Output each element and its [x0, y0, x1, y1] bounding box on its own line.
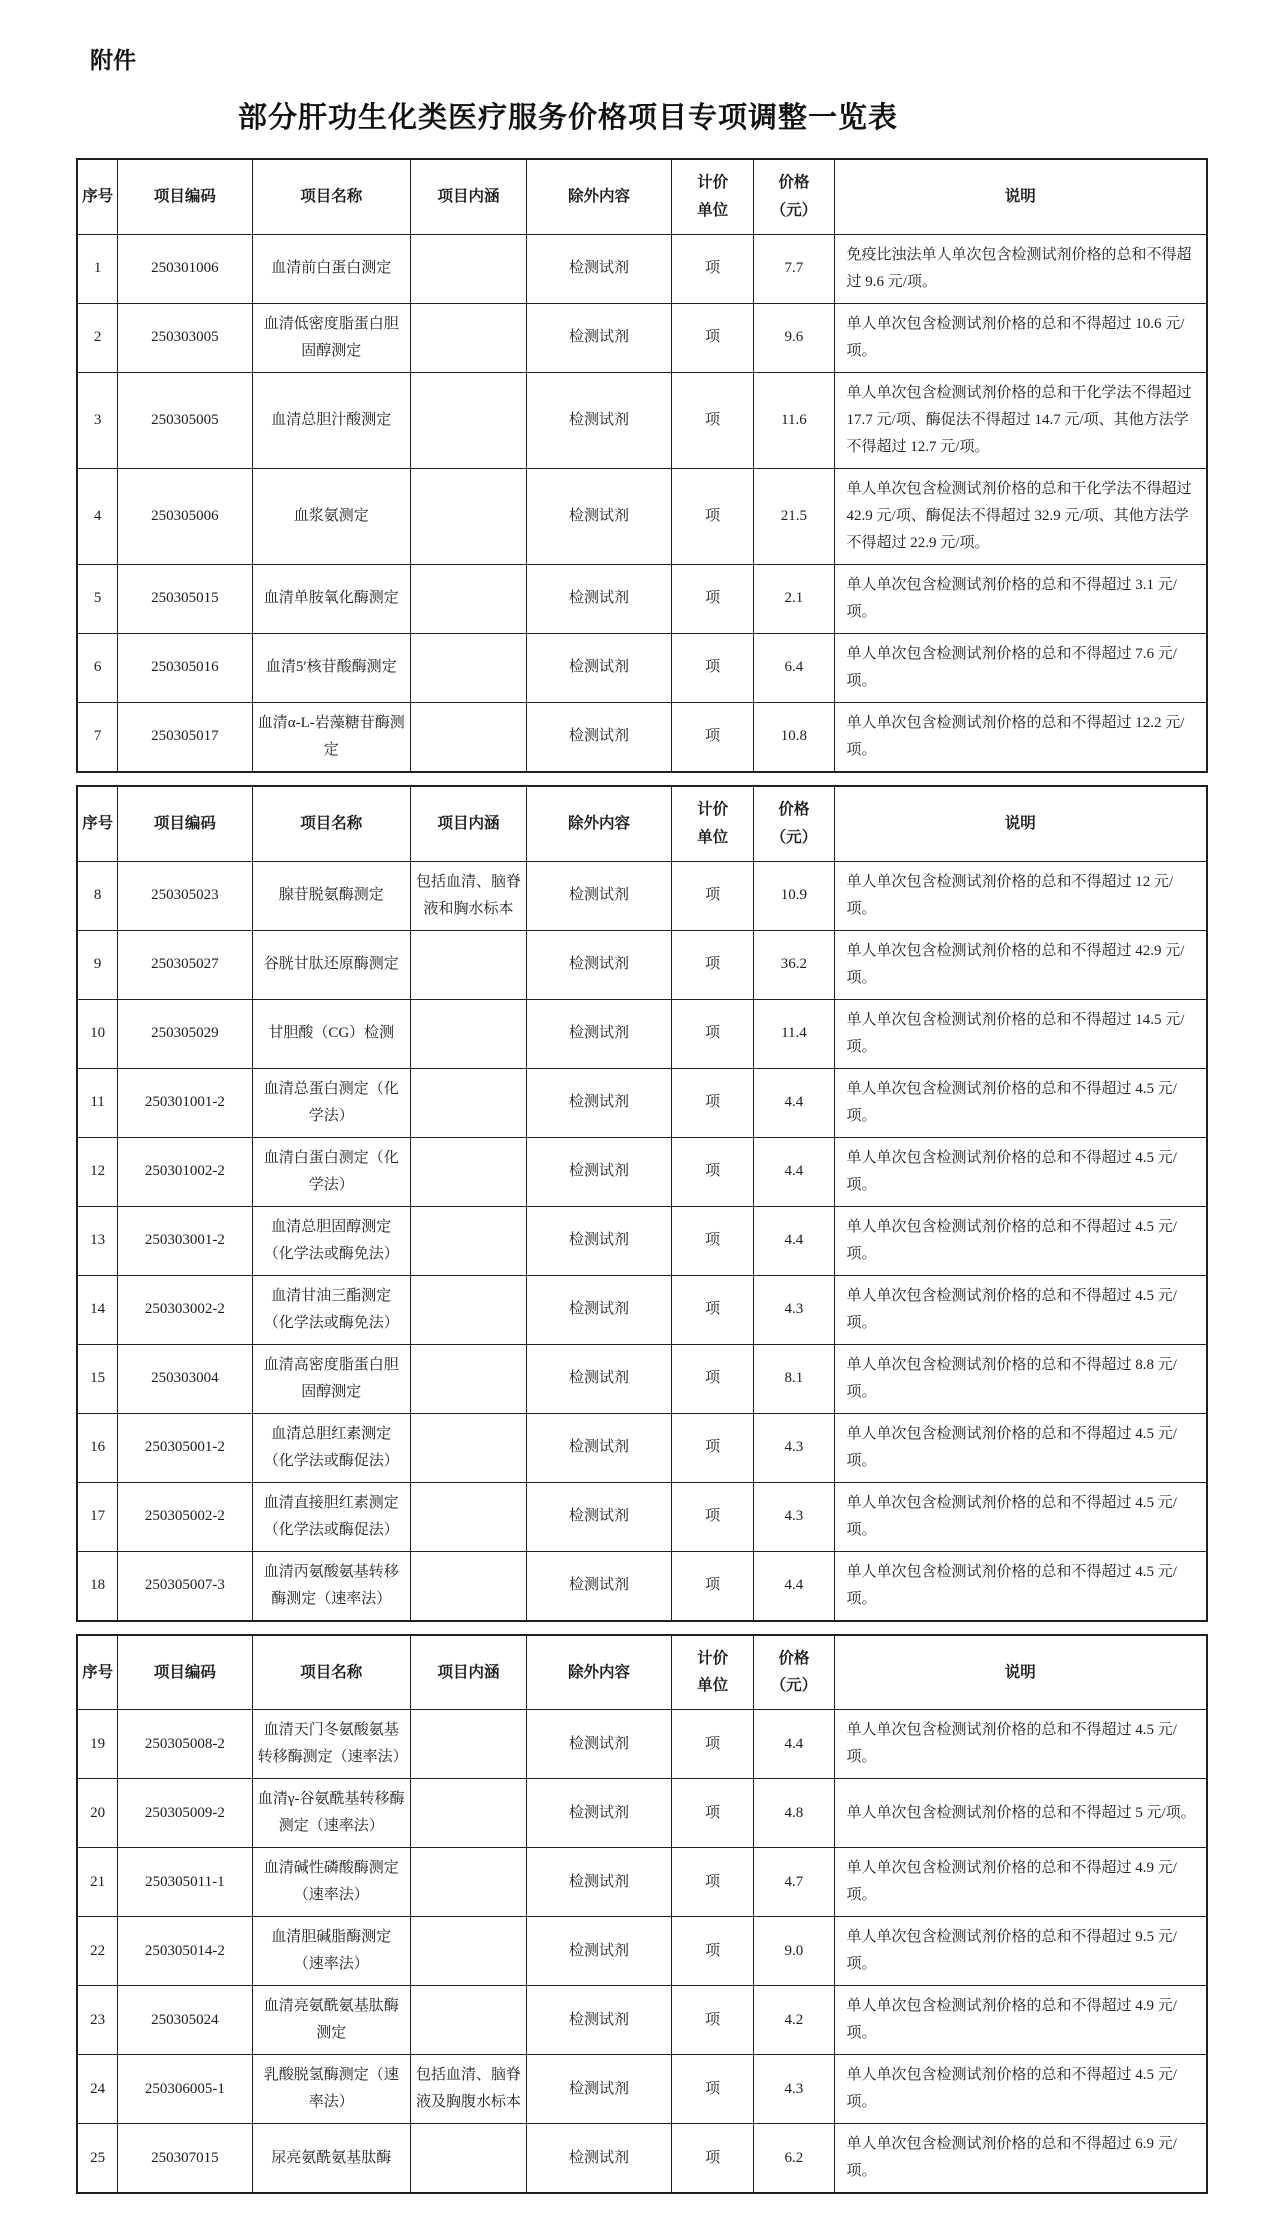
header-index: 序号	[77, 159, 118, 234]
cell-unit: 项	[671, 999, 753, 1068]
cell-price: 4.4	[754, 1710, 834, 1779]
header-code: 项目编码	[118, 786, 252, 861]
cell-exclusion: 检测试剂	[527, 1986, 672, 2055]
cell-code: 250303002-2	[118, 1275, 252, 1344]
cell-price: 4.7	[754, 1848, 834, 1917]
cell-content	[410, 372, 526, 468]
cell-unit: 项	[671, 1275, 753, 1344]
cell-note: 单人单次包含检测试剂价格的总和不得超过 42.9 元/项。	[834, 930, 1207, 999]
cell-exclusion: 检测试剂	[527, 1482, 672, 1551]
cell-content	[410, 1413, 526, 1482]
header-name: 项目名称	[252, 786, 410, 861]
cell-code: 250305007-3	[118, 1551, 252, 1621]
cell-code: 250305017	[118, 702, 252, 772]
cell-price: 21.5	[754, 468, 834, 564]
cell-content	[410, 1551, 526, 1621]
cell-name: 血清白蛋白测定（化学法）	[252, 1137, 410, 1206]
cell-unit: 项	[671, 1779, 753, 1848]
cell-name: 血清低密度脂蛋白胆固醇测定	[252, 303, 410, 372]
cell-content	[410, 303, 526, 372]
cell-code: 250303001-2	[118, 1206, 252, 1275]
cell-index: 10	[77, 999, 118, 1068]
header-exclusion: 除外内容	[527, 786, 672, 861]
cell-price: 10.9	[754, 861, 834, 930]
cell-price: 8.1	[754, 1344, 834, 1413]
cell-unit: 项	[671, 564, 753, 633]
cell-price: 2.1	[754, 564, 834, 633]
cell-exclusion: 检测试剂	[527, 999, 672, 1068]
table-row	[77, 372, 1207, 468]
cell-index: 6	[77, 633, 118, 702]
cell-name: 血清丙氨酸氨基转移酶测定（速率法）	[252, 1551, 410, 1621]
cell-name: 腺苷脱氨酶测定	[252, 861, 410, 930]
cell-content	[410, 702, 526, 772]
cell-price: 4.3	[754, 1275, 834, 1344]
cell-index: 11	[77, 1068, 118, 1137]
cell-exclusion: 检测试剂	[527, 702, 672, 772]
cell-code: 250305029	[118, 999, 252, 1068]
cell-index: 23	[77, 1986, 118, 2055]
table-body-2	[77, 861, 1207, 1621]
cell-index: 22	[77, 1917, 118, 1986]
cell-code: 250307015	[118, 2124, 252, 2194]
cell-unit: 项	[671, 1710, 753, 1779]
cell-index: 15	[77, 1344, 118, 1413]
cell-index: 12	[77, 1137, 118, 1206]
cell-note: 单人单次包含检测试剂价格的总和不得超过 12.2 元/项。	[834, 702, 1207, 772]
cell-price: 4.8	[754, 1779, 834, 1848]
header-row	[77, 1635, 1207, 1710]
cell-code: 250305016	[118, 633, 252, 702]
cell-unit: 项	[671, 1344, 753, 1413]
header-price-line1: 价格	[778, 1649, 810, 1667]
cell-content	[410, 1137, 526, 1206]
cell-exclusion: 检测试剂	[527, 1779, 672, 1848]
cell-price: 4.4	[754, 1206, 834, 1275]
header-note: 说明	[834, 786, 1207, 861]
cell-exclusion: 检测试剂	[527, 861, 672, 930]
cell-index: 3	[77, 372, 118, 468]
cell-exclusion: 检测试剂	[527, 468, 672, 564]
cell-name: 血清总胆红素测定（化学法或酶促法）	[252, 1413, 410, 1482]
cell-index: 19	[77, 1710, 118, 1779]
header-note: 说明	[834, 1635, 1207, 1710]
cell-unit: 项	[671, 2055, 753, 2124]
cell-note: 免疫比浊法单人单次包含检测试剂价格的总和不得超过 9.6 元/项。	[834, 234, 1207, 303]
cell-price: 9.0	[754, 1917, 834, 1986]
table-row	[77, 1137, 1207, 1206]
cell-code: 250305024	[118, 1986, 252, 2055]
table-row	[77, 2055, 1207, 2124]
cell-name: 血浆氨测定	[252, 468, 410, 564]
cell-content	[410, 234, 526, 303]
cell-unit: 项	[671, 372, 753, 468]
table-row	[77, 633, 1207, 702]
cell-code: 250305027	[118, 930, 252, 999]
cell-code: 250303005	[118, 303, 252, 372]
cell-note: 单人单次包含检测试剂价格的总和不得超过 14.5 元/项。	[834, 999, 1207, 1068]
cell-name: 血清碱性磷酸酶测定（速率法）	[252, 1848, 410, 1917]
cell-note: 单人单次包含检测试剂价格的总和不得超过 4.5 元/项。	[834, 2055, 1207, 2124]
cell-code: 250305014-2	[118, 1917, 252, 1986]
cell-unit: 项	[671, 1848, 753, 1917]
table-row	[77, 1779, 1207, 1848]
cell-exclusion: 检测试剂	[527, 1710, 672, 1779]
cell-index: 21	[77, 1848, 118, 1917]
cell-unit: 项	[671, 861, 753, 930]
cell-exclusion: 检测试剂	[527, 1206, 672, 1275]
table-row	[77, 1482, 1207, 1551]
cell-code: 250301001-2	[118, 1068, 252, 1137]
cell-content	[410, 2124, 526, 2194]
cell-unit: 项	[671, 2124, 753, 2194]
title-row	[76, 95, 1208, 158]
cell-price: 9.6	[754, 303, 834, 372]
cell-unit: 项	[671, 468, 753, 564]
cell-content	[410, 1848, 526, 1917]
cell-name: 血清甘油三酯测定（化学法或酶免法）	[252, 1275, 410, 1344]
cell-name: 血清5′核苷酸酶测定	[252, 633, 410, 702]
cell-name: 血清前白蛋白测定	[252, 234, 410, 303]
header-name: 项目名称	[252, 1635, 410, 1710]
header-unit-line1: 计价	[697, 1649, 729, 1667]
cell-price: 6.4	[754, 633, 834, 702]
cell-price: 11.6	[754, 372, 834, 468]
cell-code: 250305009-2	[118, 1779, 252, 1848]
header-price-line2: （元）	[770, 1677, 818, 1695]
cell-name: 乳酸脱氢酶测定（速率法）	[252, 2055, 410, 2124]
cell-price: 4.4	[754, 1137, 834, 1206]
cell-price: 6.2	[754, 2124, 834, 2194]
cell-index: 20	[77, 1779, 118, 1848]
cell-price: 11.4	[754, 999, 834, 1068]
header-price	[754, 159, 834, 234]
table-row	[77, 1848, 1207, 1917]
cell-name: 血清天门冬氨酸氨基转移酶测定（速率法）	[252, 1710, 410, 1779]
cell-note: 单人单次包含检测试剂价格的总和不得超过 5 元/项。	[834, 1779, 1207, 1848]
cell-index: 2	[77, 303, 118, 372]
cell-unit: 项	[671, 1986, 753, 2055]
header-content: 项目内涵	[410, 1635, 526, 1710]
cell-content	[410, 564, 526, 633]
cell-unit: 项	[671, 1551, 753, 1621]
cell-note: 单人单次包含检测试剂价格的总和不得超过 4.5 元/项。	[834, 1551, 1207, 1621]
cell-name: 血清高密度脂蛋白胆固醇测定	[252, 1344, 410, 1413]
cell-code: 250301006	[118, 234, 252, 303]
cell-exclusion: 检测试剂	[527, 234, 672, 303]
price-table-section-2	[76, 785, 1208, 1622]
cell-name: 血清α-L-岩藻糖苷酶测定	[252, 702, 410, 772]
cell-price: 4.3	[754, 2055, 834, 2124]
cell-name: 尿亮氨酰氨基肽酶	[252, 2124, 410, 2194]
cell-name: 血清胆碱脂酶测定（速率法）	[252, 1917, 410, 1986]
cell-index: 13	[77, 1206, 118, 1275]
cell-exclusion: 检测试剂	[527, 1413, 672, 1482]
cell-index: 7	[77, 702, 118, 772]
cell-code: 250305001-2	[118, 1413, 252, 1482]
cell-code: 250305002-2	[118, 1482, 252, 1551]
cell-content	[410, 1986, 526, 2055]
cell-unit: 项	[671, 1917, 753, 1986]
cell-name: 血清总胆汁酸测定	[252, 372, 410, 468]
cell-unit: 项	[671, 234, 753, 303]
header-index: 序号	[77, 1635, 118, 1710]
header-unit-line2: 单位	[697, 201, 729, 219]
table-row	[77, 1206, 1207, 1275]
cell-unit: 项	[671, 1068, 753, 1137]
header-row	[77, 786, 1207, 861]
cell-price: 4.3	[754, 1413, 834, 1482]
table-body-1	[77, 234, 1207, 772]
cell-exclusion: 检测试剂	[527, 564, 672, 633]
cell-code: 250301002-2	[118, 1137, 252, 1206]
cell-code: 250305008-2	[118, 1710, 252, 1779]
header-index: 序号	[77, 786, 118, 861]
cell-unit: 项	[671, 633, 753, 702]
header-price-line1: 价格	[778, 174, 810, 191]
header-note: 说明	[834, 159, 1207, 234]
cell-unit: 项	[671, 1482, 753, 1551]
header-price	[754, 1635, 834, 1710]
table-row	[77, 564, 1207, 633]
cell-name: 甘胆酸（CG）检测	[252, 999, 410, 1068]
cell-exclusion: 检测试剂	[527, 1068, 672, 1137]
header-price-line2: （元）	[770, 201, 818, 219]
cell-index: 17	[77, 1482, 118, 1551]
header-unit-line2: 单位	[697, 828, 729, 846]
header-name: 项目名称	[252, 159, 410, 234]
cell-note: 单人单次包含检测试剂价格的总和干化学法不得超过 42.9 元/项、酶促法不得超过 32.9 元/项、其他方法学不得超过 22.9 元/项。	[834, 468, 1207, 564]
cell-exclusion: 检测试剂	[527, 1551, 672, 1621]
cell-name: 谷胱甘肽还原酶测定	[252, 930, 410, 999]
cell-exclusion: 检测试剂	[527, 1137, 672, 1206]
cell-note: 单人单次包含检测试剂价格的总和不得超过 6.9 元/项。	[834, 2124, 1207, 2194]
cell-price: 36.2	[754, 930, 834, 999]
cell-note: 单人单次包含检测试剂价格的总和不得超过 12 元/项。	[834, 861, 1207, 930]
cell-index: 1	[77, 234, 118, 303]
cell-content	[410, 999, 526, 1068]
cell-note: 单人单次包含检测试剂价格的总和不得超过 7.6 元/项。	[834, 633, 1207, 702]
header-content: 项目内涵	[410, 786, 526, 861]
cell-index: 4	[77, 468, 118, 564]
cell-note: 单人单次包含检测试剂价格的总和不得超过 3.1 元/项。	[834, 564, 1207, 633]
cell-index: 5	[77, 564, 118, 633]
cell-note: 单人单次包含检测试剂价格的总和不得超过 4.5 元/项。	[834, 1482, 1207, 1551]
table-row	[77, 1413, 1207, 1482]
cell-content	[410, 1275, 526, 1344]
cell-unit: 项	[671, 1413, 753, 1482]
table-row	[77, 1710, 1207, 1779]
cell-unit: 项	[671, 303, 753, 372]
cell-unit: 项	[671, 702, 753, 772]
cell-index: 16	[77, 1413, 118, 1482]
table-row	[77, 702, 1207, 772]
cell-name: 血清直接胆红素测定（化学法或酶促法）	[252, 1482, 410, 1551]
header-unit	[671, 1635, 753, 1710]
cell-note: 单人单次包含检测试剂价格的总和不得超过 4.5 元/项。	[834, 1068, 1207, 1137]
table-row	[77, 303, 1207, 372]
cell-index: 25	[77, 2124, 118, 2194]
cell-note: 单人单次包含检测试剂价格的总和不得超过 10.6 元/项。	[834, 303, 1207, 372]
cell-name: 血清单胺氧化酶测定	[252, 564, 410, 633]
page-title: 部分肝功生化类医疗服务价格项目专项调整一览表	[238, 102, 899, 134]
cell-index: 8	[77, 861, 118, 930]
cell-exclusion: 检测试剂	[527, 1848, 672, 1917]
cell-content	[410, 930, 526, 999]
header-code: 项目编码	[118, 1635, 252, 1710]
cell-exclusion: 检测试剂	[527, 372, 672, 468]
header-unit	[671, 159, 753, 234]
table-row	[77, 1344, 1207, 1413]
cell-index: 14	[77, 1275, 118, 1344]
cell-note: 单人单次包含检测试剂价格的总和不得超过 9.5 元/项。	[834, 1917, 1207, 1986]
header-unit-line2: 单位	[697, 1677, 729, 1695]
cell-index: 9	[77, 930, 118, 999]
table-row	[77, 1986, 1207, 2055]
cell-code: 250303004	[118, 1344, 252, 1413]
cell-unit: 项	[671, 1137, 753, 1206]
cell-price: 10.8	[754, 702, 834, 772]
cell-note: 单人单次包含检测试剂价格的总和干化学法不得超过 17.7 元/项、酶促法不得超过 14.7 元/项、其他方法学不得超过 12.7 元/项。	[834, 372, 1207, 468]
cell-exclusion: 检测试剂	[527, 2055, 672, 2124]
table-row	[77, 930, 1207, 999]
cell-content	[410, 1710, 526, 1779]
cell-price: 4.3	[754, 1482, 834, 1551]
cell-exclusion: 检测试剂	[527, 1275, 672, 1344]
cell-content	[410, 633, 526, 702]
cell-price: 4.4	[754, 1551, 834, 1621]
cell-exclusion: 检测试剂	[527, 633, 672, 702]
table-body-3	[77, 1710, 1207, 2194]
cell-content	[410, 1206, 526, 1275]
header-content: 项目内涵	[410, 159, 526, 234]
table-row	[77, 1275, 1207, 1344]
cell-price: 4.2	[754, 1986, 834, 2055]
cell-note: 单人单次包含检测试剂价格的总和不得超过 4.5 元/项。	[834, 1206, 1207, 1275]
cell-code: 250306005-1	[118, 2055, 252, 2124]
cell-name: 血清亮氨酰氨基肽酶测定	[252, 1986, 410, 2055]
cell-content: 包括血清、脑脊液及胸腹水标本	[410, 2055, 526, 2124]
header-exclusion: 除外内容	[527, 159, 672, 234]
cell-content	[410, 1482, 526, 1551]
table-row	[77, 861, 1207, 930]
header-price-line2: （元）	[770, 828, 818, 846]
cell-content	[410, 1068, 526, 1137]
cell-note: 单人单次包含检测试剂价格的总和不得超过 4.9 元/项。	[834, 1986, 1207, 2055]
cell-code: 250305005	[118, 372, 252, 468]
cell-code: 250305023	[118, 861, 252, 930]
header-exclusion: 除外内容	[527, 1635, 672, 1710]
cell-content	[410, 468, 526, 564]
header-row	[77, 159, 1207, 234]
table-row	[77, 1917, 1207, 1986]
table-row	[77, 468, 1207, 564]
cell-code: 250305006	[118, 468, 252, 564]
price-table-section-3	[76, 1634, 1208, 2195]
cell-price: 4.4	[754, 1068, 834, 1137]
header-price-line1: 价格	[778, 800, 810, 818]
cell-note: 单人单次包含检测试剂价格的总和不得超过 8.8 元/项。	[834, 1344, 1207, 1413]
table-row	[77, 234, 1207, 303]
cell-code: 250305011-1	[118, 1848, 252, 1917]
cell-exclusion: 检测试剂	[527, 2124, 672, 2194]
attachment-label: 附件	[90, 47, 136, 73]
cell-exclusion: 检测试剂	[527, 1917, 672, 1986]
header-unit	[671, 786, 753, 861]
cell-content: 包括血清、脑脊液和胸水标本	[410, 861, 526, 930]
cell-unit: 项	[671, 1206, 753, 1275]
cell-note: 单人单次包含检测试剂价格的总和不得超过 4.9 元/项。	[834, 1848, 1207, 1917]
cell-exclusion: 检测试剂	[527, 303, 672, 372]
cell-note: 单人单次包含检测试剂价格的总和不得超过 4.5 元/项。	[834, 1413, 1207, 1482]
cell-price: 7.7	[754, 234, 834, 303]
header-unit-line1: 计价	[697, 800, 729, 818]
header-code: 项目编码	[118, 159, 252, 234]
header-unit-line1: 计价	[697, 174, 729, 191]
table-row	[77, 1068, 1207, 1137]
cell-note: 单人单次包含检测试剂价格的总和不得超过 4.5 元/项。	[834, 1710, 1207, 1779]
cell-index: 18	[77, 1551, 118, 1621]
cell-unit: 项	[671, 930, 753, 999]
cell-name: 血清γ-谷氨酰基转移酶测定（速率法）	[252, 1779, 410, 1848]
cell-index: 24	[77, 2055, 118, 2124]
cell-content	[410, 1917, 526, 1986]
cell-note: 单人单次包含检测试剂价格的总和不得超过 4.5 元/项。	[834, 1137, 1207, 1206]
cell-note: 单人单次包含检测试剂价格的总和不得超过 4.5 元/项。	[834, 1275, 1207, 1344]
cell-exclusion: 检测试剂	[527, 930, 672, 999]
cell-content	[410, 1344, 526, 1413]
table-row	[77, 1551, 1207, 1621]
cell-content	[410, 1779, 526, 1848]
table-row	[77, 2124, 1207, 2194]
table-row	[77, 999, 1207, 1068]
cell-name: 血清总蛋白测定（化学法）	[252, 1068, 410, 1137]
price-table-section-1	[76, 158, 1208, 773]
header-price	[754, 786, 834, 861]
cell-exclusion: 检测试剂	[527, 1344, 672, 1413]
cell-code: 250305015	[118, 564, 252, 633]
cell-name: 血清总胆固醇测定（化学法或酶免法）	[252, 1206, 410, 1275]
